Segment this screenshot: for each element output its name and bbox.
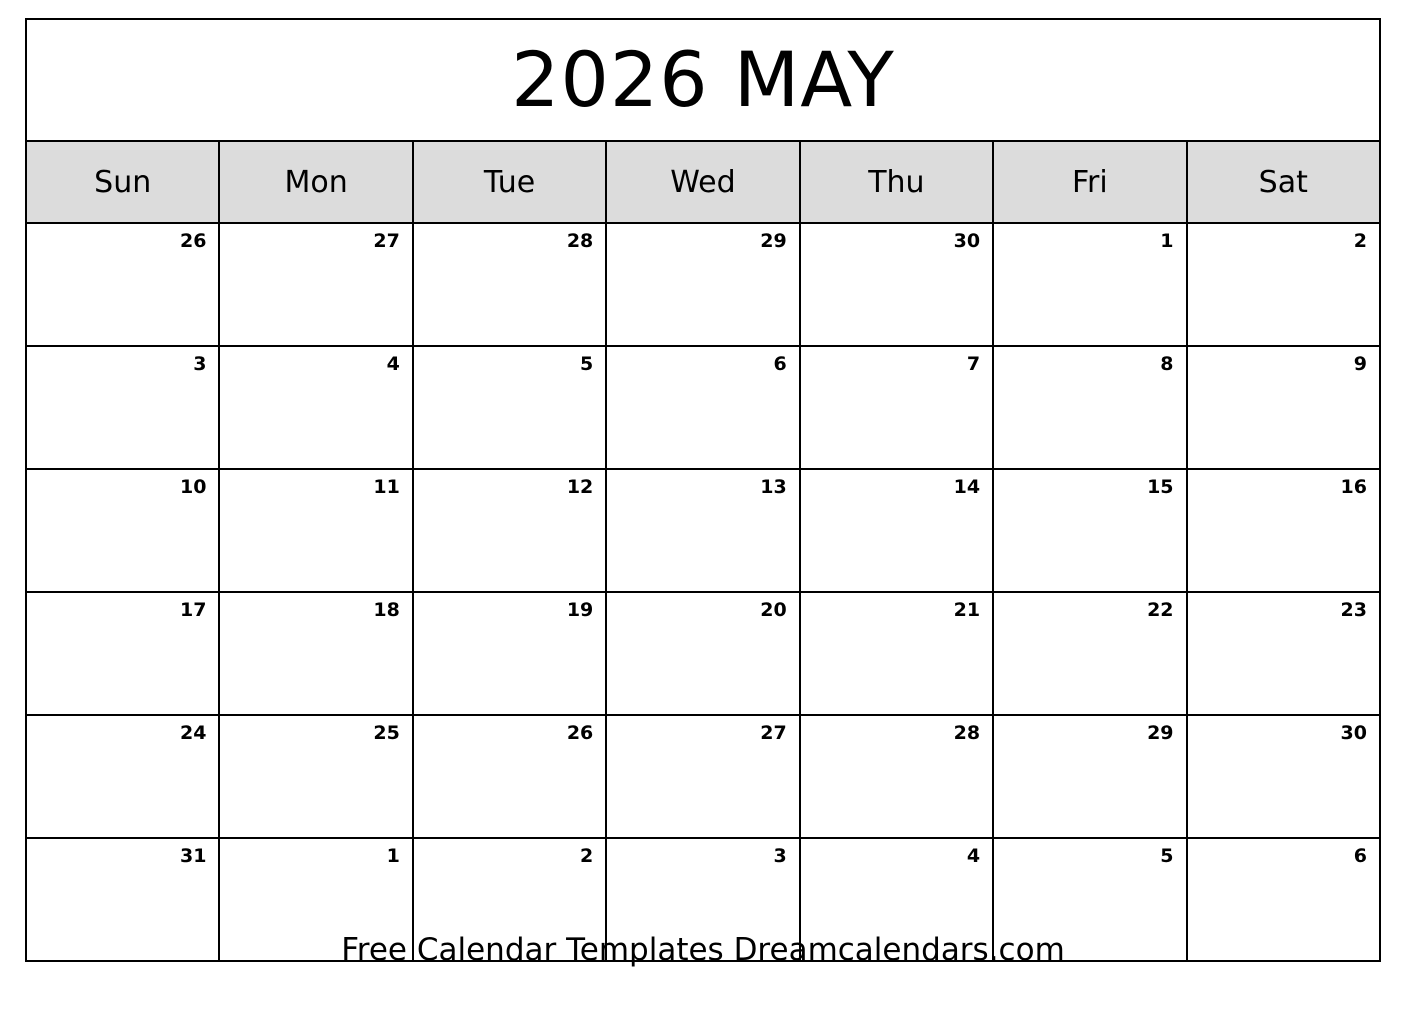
calendar-day-cell[interactable]: [606, 469, 799, 592]
calendar-day-cell[interactable]: [606, 715, 799, 838]
day-number: 10: [179, 476, 207, 498]
calendar-day-cell[interactable]: [413, 592, 606, 715]
weekday-header-tue: Tue: [413, 141, 606, 223]
day-number: 3: [773, 845, 787, 867]
day-number: 21: [953, 599, 981, 621]
calendar-day-cell[interactable]: [219, 346, 412, 469]
day-number: 4: [966, 845, 981, 867]
day-number: 6: [1353, 845, 1367, 867]
calendar-day-cell[interactable]: [413, 223, 606, 346]
day-number: 2: [580, 845, 594, 867]
day-number: 15: [1147, 476, 1174, 498]
calendar-day-cell[interactable]: [413, 346, 606, 469]
day-number: 22: [1147, 599, 1174, 621]
day-number: 30: [1340, 722, 1367, 744]
weekday-header-thu: Thu: [800, 141, 993, 223]
calendar-day-cell[interactable]: [413, 715, 606, 838]
footer-tagline: Free Calendar Templates: [341, 932, 734, 968]
weekday-header-fri: Fri: [993, 141, 1186, 223]
day-number: 17: [179, 599, 207, 621]
calendar-day-cell[interactable]: [219, 592, 412, 715]
day-number: 5: [1160, 845, 1174, 867]
footer: [0, 932, 1406, 968]
day-number: 27: [373, 230, 400, 252]
day-number: 1: [1160, 230, 1174, 252]
day-number: 28: [566, 230, 594, 252]
calendar-week-row: [26, 346, 1380, 469]
calendar-day-cell[interactable]: [800, 592, 993, 715]
calendar-day-cell[interactable]: [1187, 592, 1380, 715]
calendar-week-row: [26, 469, 1380, 592]
page-title: 2026 MAY: [511, 35, 895, 124]
day-number: 6: [773, 353, 787, 375]
calendar-day-cell[interactable]: [800, 715, 993, 838]
day-number: 31: [179, 845, 207, 867]
day-number: 3: [193, 353, 207, 375]
day-number: 24: [179, 722, 207, 744]
calendar-day-cell[interactable]: [1187, 346, 1380, 469]
calendar-body: [26, 223, 1380, 961]
calendar-day-cell[interactable]: [26, 592, 219, 715]
day-number: 16: [1340, 476, 1367, 498]
day-number: 9: [1353, 353, 1367, 375]
calendar-day-cell[interactable]: [26, 715, 219, 838]
weekday-header-wed: Wed: [606, 141, 799, 223]
day-number: 30: [953, 230, 981, 252]
calendar-day-cell[interactable]: [1187, 223, 1380, 346]
calendar-week-row: [26, 715, 1380, 838]
calendar-day-cell[interactable]: [800, 469, 993, 592]
day-number: 26: [566, 722, 594, 744]
calendar-day-cell[interactable]: [606, 592, 799, 715]
day-number: 18: [373, 599, 400, 621]
day-number: 25: [373, 722, 400, 744]
day-number: 26: [179, 230, 207, 252]
calendar-container: [25, 18, 1381, 962]
calendar-day-cell[interactable]: [993, 715, 1186, 838]
day-number: 5: [580, 353, 594, 375]
calendar-day-cell[interactable]: [26, 346, 219, 469]
calendar-day-cell[interactable]: [1187, 469, 1380, 592]
calendar-day-cell[interactable]: [993, 346, 1186, 469]
weekday-header-sat: Sat: [1187, 141, 1380, 223]
day-number: 29: [1147, 722, 1174, 744]
calendar-day-cell[interactable]: [800, 346, 993, 469]
calendar-header-row: [26, 141, 1380, 223]
calendar-day-cell[interactable]: [606, 346, 799, 469]
calendar-day-cell[interactable]: [219, 223, 412, 346]
calendar-day-cell[interactable]: [413, 469, 606, 592]
calendar-week-row: [26, 223, 1380, 346]
day-number: 4: [386, 353, 400, 375]
day-number: 29: [760, 230, 787, 252]
day-number: 19: [566, 599, 594, 621]
calendar-grid: [25, 140, 1381, 962]
day-number: 20: [760, 599, 787, 621]
calendar-week-row: [26, 592, 1380, 715]
calendar-day-cell[interactable]: [800, 223, 993, 346]
calendar-day-cell[interactable]: [606, 223, 799, 346]
day-number: 28: [953, 722, 981, 744]
footer-brand-link[interactable]: Dreamcalendars.com: [733, 932, 1065, 968]
day-number: 12: [566, 476, 594, 498]
day-number: 7: [966, 353, 981, 375]
calendar-day-cell[interactable]: [993, 223, 1186, 346]
weekday-header-mon: Mon: [219, 141, 412, 223]
day-number: 8: [1160, 353, 1174, 375]
calendar-day-cell[interactable]: [219, 715, 412, 838]
calendar-day-cell[interactable]: [219, 469, 412, 592]
day-number: 23: [1340, 599, 1367, 621]
calendar-day-cell[interactable]: [26, 469, 219, 592]
weekday-header-sun: Sun: [26, 141, 219, 223]
day-number: 2: [1353, 230, 1367, 252]
calendar-day-cell[interactable]: [993, 469, 1186, 592]
calendar-day-cell[interactable]: [1187, 715, 1380, 838]
calendar-day-cell[interactable]: [26, 223, 219, 346]
calendar-title-band: [25, 18, 1381, 140]
day-number: 14: [953, 476, 981, 498]
day-number: 11: [373, 476, 400, 498]
day-number: 13: [760, 476, 787, 498]
day-number: 27: [760, 722, 787, 744]
day-number: 1: [386, 845, 400, 867]
calendar-day-cell[interactable]: [993, 592, 1186, 715]
